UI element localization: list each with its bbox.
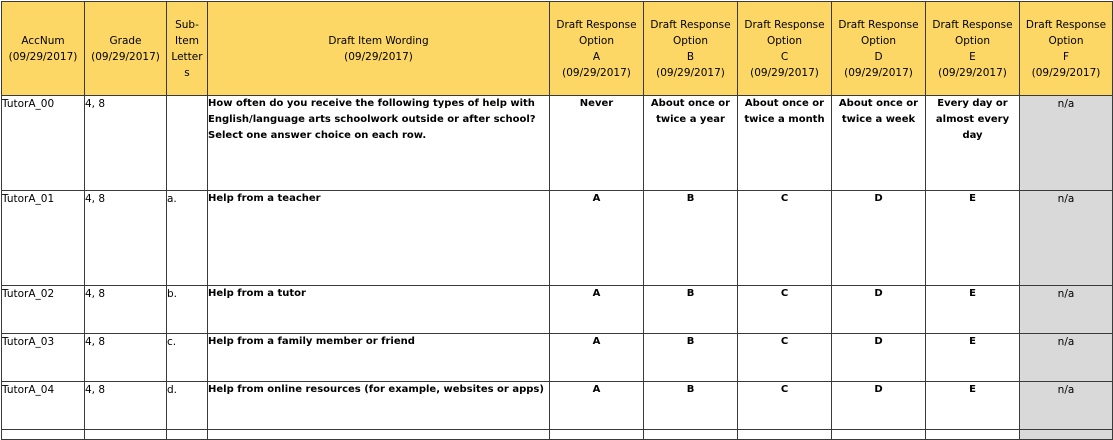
cell-option-a[interactable]: A bbox=[550, 191, 644, 286]
cell-item-wording[interactable]: Help from a teacher bbox=[208, 191, 550, 286]
header-line: AccNum bbox=[21, 34, 65, 47]
header-line: Option bbox=[1048, 34, 1084, 47]
header-line: Draft Response bbox=[744, 18, 825, 31]
cell-option-a[interactable]: A bbox=[550, 286, 644, 334]
header-line: (09/29/2017) bbox=[1031, 66, 1101, 79]
header-line: (09/29/2017) bbox=[91, 50, 160, 63]
header-grade[interactable] bbox=[85, 2, 167, 96]
header-draft-item-wording[interactable] bbox=[208, 2, 550, 96]
header-sub-item-letters[interactable] bbox=[167, 2, 208, 96]
header-line: Draft Response bbox=[838, 18, 919, 31]
cell-option-c[interactable]: About once or twice a month bbox=[738, 96, 832, 191]
cell-item-wording[interactable]: How often do you receive the following types of help with English/language arts schoolwork outside or after school? Select one answer choice on each row. bbox=[208, 96, 550, 191]
header-line: Draft Response bbox=[556, 18, 637, 31]
cell-item-wording[interactable]: Help from a tutor bbox=[208, 286, 550, 334]
cell-option-c[interactable]: C bbox=[738, 286, 832, 334]
cell-option-f[interactable]: n/a bbox=[1020, 334, 1113, 382]
header-line: (09/29/2017) bbox=[844, 66, 913, 79]
table-row bbox=[2, 286, 1113, 334]
header-line: Option bbox=[954, 34, 991, 47]
header-option-a[interactable] bbox=[550, 2, 644, 96]
cell-option-c[interactable]: C bbox=[738, 382, 832, 430]
header-option-c[interactable] bbox=[738, 2, 832, 96]
cell-option-b[interactable]: B bbox=[644, 286, 738, 334]
header-line: Item bbox=[175, 34, 199, 47]
cell-grade[interactable]: 4, 8 bbox=[85, 286, 167, 334]
table-row bbox=[2, 334, 1113, 382]
cell-sub-item[interactable]: c. bbox=[167, 334, 208, 382]
cell-option-d[interactable]: D bbox=[832, 191, 926, 286]
cell-accnum[interactable]: TutorA_02 bbox=[2, 286, 85, 334]
cell-option-f[interactable]: n/a bbox=[1020, 382, 1113, 430]
header-line: Letter bbox=[171, 50, 203, 63]
cell-option-d[interactable]: D bbox=[832, 286, 926, 334]
header-line: Grade bbox=[109, 34, 142, 47]
cell-sub-item[interactable]: d. bbox=[167, 382, 208, 430]
cell-option-b[interactable]: B bbox=[644, 334, 738, 382]
header-line: Option bbox=[766, 34, 803, 47]
header-row bbox=[2, 2, 1113, 96]
header-line: (09/29/2017) bbox=[562, 66, 631, 79]
table-row bbox=[2, 382, 1113, 430]
header-line: Option bbox=[860, 34, 897, 47]
cell-grade[interactable]: 4, 8 bbox=[85, 191, 167, 286]
header-line: s bbox=[184, 66, 190, 79]
header-line: (09/29/2017) bbox=[656, 66, 725, 79]
table-row bbox=[2, 96, 1113, 191]
cell-option-d[interactable]: About once or twice a week bbox=[832, 96, 926, 191]
cell-option-a[interactable]: A bbox=[550, 334, 644, 382]
cell-option-d[interactable]: D bbox=[832, 334, 926, 382]
header-option-b[interactable] bbox=[644, 2, 738, 96]
header-accnum[interactable] bbox=[2, 2, 85, 96]
header-line: Draft Response bbox=[932, 18, 1013, 31]
header-line: E bbox=[969, 50, 976, 63]
cell-option-b[interactable]: About once or twice a year bbox=[644, 96, 738, 191]
header-line: Option bbox=[672, 34, 709, 47]
cell-option-e[interactable]: Every day or almost every day bbox=[926, 96, 1020, 191]
cell-accnum[interactable]: TutorA_01 bbox=[2, 191, 85, 286]
cell-grade[interactable]: 4, 8 bbox=[85, 382, 167, 430]
header-line: (09/29/2017) bbox=[344, 50, 413, 63]
cell-option-e[interactable]: E bbox=[926, 334, 1020, 382]
cell-option-a[interactable]: A bbox=[550, 382, 644, 430]
cell-grade[interactable]: 4, 8 bbox=[85, 334, 167, 382]
header-line: D bbox=[874, 50, 883, 63]
cell-option-b[interactable]: B bbox=[644, 382, 738, 430]
cell-option-f[interactable]: n/a bbox=[1020, 96, 1113, 191]
header-line: A bbox=[592, 50, 601, 63]
cell-item-wording[interactable]: Help from a family member or friend bbox=[208, 334, 550, 382]
header-line: Option bbox=[578, 34, 615, 47]
cell-item-wording[interactable]: Help from online resources (for example, websites or apps) bbox=[208, 382, 550, 430]
cell-accnum[interactable]: TutorA_04 bbox=[2, 382, 85, 430]
cell-accnum[interactable]: TutorA_00 bbox=[2, 96, 85, 191]
header-line: (09/29/2017) bbox=[750, 66, 819, 79]
cell-sub-item[interactable]: b. bbox=[167, 286, 208, 334]
header-line: (09/29/2017) bbox=[8, 50, 78, 63]
header-line: C bbox=[780, 50, 789, 63]
header-line: (09/29/2017) bbox=[938, 66, 1007, 79]
cell-option-e[interactable]: E bbox=[926, 191, 1020, 286]
cell-option-d[interactable]: D bbox=[832, 382, 926, 430]
cell-sub-item[interactable] bbox=[167, 96, 208, 191]
cell-option-c[interactable]: C bbox=[738, 334, 832, 382]
cell-accnum[interactable]: TutorA_03 bbox=[2, 334, 85, 382]
cell-grade[interactable]: 4, 8 bbox=[85, 96, 167, 191]
header-option-d[interactable] bbox=[832, 2, 926, 96]
header-line: Draft Response bbox=[650, 18, 731, 31]
header-option-e[interactable] bbox=[926, 2, 1020, 96]
cell-option-a[interactable]: Never bbox=[550, 96, 644, 191]
cell-option-e[interactable]: E bbox=[926, 286, 1020, 334]
header-line: B bbox=[686, 50, 695, 63]
cell-option-f[interactable]: n/a bbox=[1020, 191, 1113, 286]
header-line: Draft Response bbox=[1025, 18, 1107, 31]
header-line: Draft Item Wording bbox=[328, 34, 429, 47]
cell-option-c[interactable]: C bbox=[738, 191, 832, 286]
header-option-f[interactable] bbox=[1020, 2, 1113, 96]
header-line: Sub- bbox=[175, 18, 199, 31]
item-spreadsheet bbox=[1, 1, 1113, 440]
cell-option-f[interactable]: n/a bbox=[1020, 286, 1113, 334]
header-line: F bbox=[1062, 50, 1070, 63]
cell-option-b[interactable]: B bbox=[644, 191, 738, 286]
table-row bbox=[2, 191, 1113, 286]
cell-option-e[interactable]: E bbox=[926, 382, 1020, 430]
cell-sub-item[interactable]: a. bbox=[167, 191, 208, 286]
